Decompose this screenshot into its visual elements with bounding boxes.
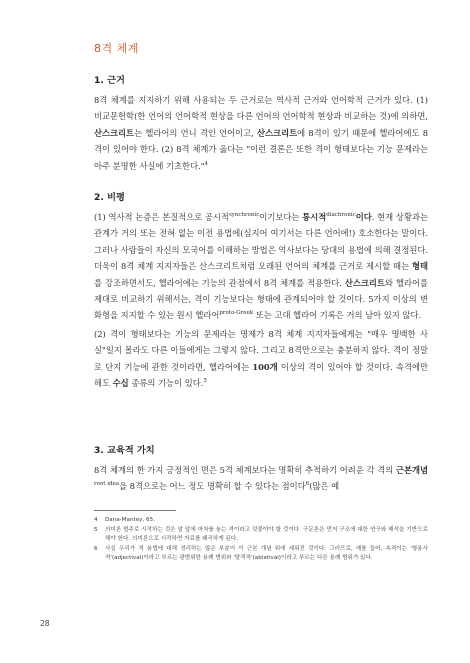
superscript-note: synchronic bbox=[228, 212, 260, 219]
text-run: 와 헬라어를 제대로 비교하기 위해서는, 격이 기능보다는 형태에 관계되어야 할 것이다. 5가지 이상의 변화형을 지지할 수 있는 원시 헬라어 bbox=[94, 277, 428, 321]
footnote-divider bbox=[94, 510, 176, 511]
superscript-note: 5 bbox=[203, 378, 207, 385]
section-heading: 2. 비평 bbox=[94, 192, 125, 203]
text-run: 이상의 격이 있어야 할 것이다. 속격에만 해도 bbox=[94, 361, 429, 389]
section-heading: 1. 근거 bbox=[94, 75, 125, 86]
body-paragraph bbox=[94, 209, 428, 324]
footnote-text: Dana-Mantey, 65. bbox=[105, 517, 155, 523]
body-paragraph bbox=[94, 326, 428, 392]
superscript-note: diachronic bbox=[326, 212, 356, 219]
footnote-number: 5 bbox=[94, 526, 98, 533]
body-paragraph bbox=[94, 462, 428, 495]
body-paragraph bbox=[94, 92, 428, 174]
emphasis-text: 이다 bbox=[355, 212, 372, 222]
section-grounds bbox=[94, 75, 428, 174]
footnote bbox=[94, 526, 428, 545]
superscript-note: 6 bbox=[305, 481, 310, 488]
chapter-title: 8격 체계 bbox=[94, 42, 139, 55]
emphasis-text: 산스크리트 bbox=[344, 277, 385, 288]
footnote-number: 4 bbox=[94, 517, 98, 523]
text-run: (2) 격이 형태보다는 기능의 문제라는 명제가 8격 체계 지지자들에게는 "매우 명백한 사실"일지 몰라도 다른 이들에게는 그렇지 않다. 그리고 8격만으로는 충분하지 않다. 격이 정말로 단지 기능에 관한 것이라면, 헬라어에는 bbox=[94, 328, 428, 372]
page-number: 28 bbox=[40, 619, 50, 628]
emphasis-text: 수십 bbox=[112, 378, 129, 389]
section-heading: 3. 교육적 가치 bbox=[94, 445, 155, 456]
emphasis-text: 100개 bbox=[252, 361, 278, 372]
section-educational-value bbox=[94, 445, 428, 495]
emphasis-text: 형태 bbox=[411, 261, 428, 272]
text-run: 또는 고대 헬라어 기록은 거의 남아 있지 않다. bbox=[253, 310, 422, 321]
footnote-number: 6 bbox=[94, 545, 98, 552]
section-body bbox=[94, 462, 428, 495]
superscript-note: root idea bbox=[94, 481, 120, 488]
text-run: (1) 역사적 논증은 본질적으로 공시적 bbox=[94, 212, 229, 222]
footnote-text: 의미론 범주로 시작하는 것은 말 앞에 마차를 놓는 격이라고 덧붙여야 할 것이다. 구문론은 먼저 구조에 대한 연구와 해석을 기반으로 해야 한다. 의미론으로 시작하면 자료를 왜곡하게 된다. bbox=[105, 526, 428, 543]
superscript-note: 4 bbox=[204, 160, 209, 167]
text-run: . 현재 상황과는 관계가 거의 또는 전혀 없는 이전 용법에(심지어 여기서는 다른 언어에!) 호소한다는 말이다. 그러나 사람들이 자신의 모국어를 이해하는 방법은 역사보다는 당대의 용법에 의해 결정된다. 더욱이 8격 체계 지지자들은 산스크리트처럼 오래된 언어의 체계를 근거로 제시할 때는 bbox=[94, 212, 428, 272]
text-run: 를 강조하면서도, 헬라어에는 기능의 관점에서 8격 체계를 적용한다. bbox=[94, 277, 345, 288]
section-body bbox=[94, 92, 428, 174]
section-critique bbox=[94, 192, 428, 391]
text-run: 는 헬라어의 언니 격인 언어이고, bbox=[134, 127, 258, 138]
footnotes bbox=[94, 516, 428, 564]
text-run: 종류의 기능이 있다. bbox=[128, 378, 204, 389]
emphasis-text: 산스크리트 bbox=[94, 127, 135, 138]
emphasis-text: 근본개념 bbox=[395, 465, 428, 475]
emphasis-text: 통시적 bbox=[302, 212, 327, 222]
emphasis-text: 산스크리트 bbox=[257, 127, 298, 138]
text-run: 을 8격으로는 어느 정도 명확히 할 수 있다는 점이다 bbox=[119, 481, 306, 492]
text-run: (많은 예 bbox=[309, 481, 340, 492]
text-run: 에 8격이 있기 때문에 헬라어에도 8격이 있어야 한다. (2) 8격 체계가 옳다는 "이런 결론은 또한 격이 형태보다는 기능 문제라는 아주 분명한 사실에 기초한다." bbox=[94, 127, 428, 171]
text-run: 이기보다는 bbox=[259, 212, 303, 222]
text-run: 8격 체계의 한 가지 긍정적인 면은 5격 체계보다는 명확히 추적하기 어려운 각 격의 bbox=[94, 465, 396, 475]
footnote-text: 사실 우리가 격 용법에 대해 정리하는 많은 부분이 이 근본 개념 위에 세워진 것이다. 그러므로, 예를 들어, 속격이는 '형용사적'(adjectival)이라고 부르는 광범위한 용례 범위와 '탈격적'(ablatival)이라고 부르는 다른 용례 범위가 있다. bbox=[105, 545, 428, 562]
section-body bbox=[94, 209, 428, 391]
footnote bbox=[94, 545, 428, 564]
superscript-note: proto-Greek bbox=[219, 310, 254, 317]
text-run: 8격 체계를 지지하기 위해 사용되는 두 근거로는 역사적 근거와 언어학적 근거가 있다. (1) 비교문헌학(한 언어의 언어학적 현상을 다른 언어의 언어학적 현상과 비교하는 것)에 의하면, bbox=[94, 95, 428, 122]
footnote bbox=[94, 516, 428, 526]
